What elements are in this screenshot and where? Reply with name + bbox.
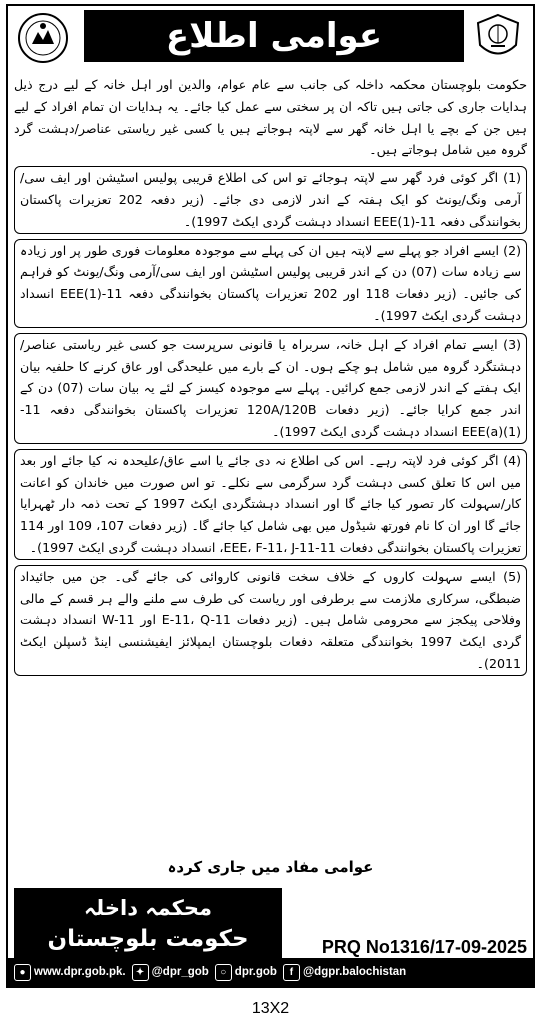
social-facebook-text: @dgpr.balochistan [302,966,407,978]
govt-of-balochistan-emblem-icon [471,12,525,64]
notice-title: عوامی اطلاع [84,10,464,62]
social-instagram[interactable] [215,964,277,981]
social-instagram-text: dpr.gob [234,966,277,978]
point-5: (5) ایسے سہولت کاروں کے خلاف سخت قانونی کاروائی کی جائے گی۔ جن میں جائیداد ضبطگی، سرکاری ملازمت سے برطرفی اور ریاست کی طرف سے ملنے والے ہر قسم کے مالی وفلاحی پیکجز سے محرومی شامل ہیں۔ (زیر دفعات E-11، Q-11 اور W-11 انسداد دہشت گردی ایکٹ 1997 بخوانندگی متعلقہ دفعات بلوچستان ایمپلائز ایفیشنسی اینڈ ڈسپلن ایکٹ 2011)۔ [14,565,527,676]
point-3: (3) ایسے تمام افراد کے اہل خانہ، سربراہ یا قانونی سرپرست جو کسی غیر ریاستی عناصر/دہشتگرد گروہ میں شامل ہو چکے ہوں۔ ان کے بارے میں علیحدگی اور عاق کرنے کا حلفیہ بیان ایک ہفتے کے اندر لازمی جمع کرائیں۔ پہلے سے موجودہ کیسز کے لئے یہ بیان سات (07) دن کے اندر جمع کرایا جائے۔ (زیر دفعات 120A/120B تعزیرات پاکستان بخوانندگی دفعہ 11-(1)EEE(a) انسداد دہشت گردی ایکٹ 1997)۔ [14,333,527,444]
home-department-emblem-icon [16,12,70,64]
social-bar [8,958,533,986]
notice-body [14,74,527,676]
issued-in-public-interest: عوامی مفاد میں جاری کردہ [167,858,374,876]
social-web[interactable] [14,964,126,981]
instagram-icon: ○ [215,964,232,981]
department-name: محکمہ داخلہ [83,896,213,920]
point-4: (4) اگر کوئی فرد لاپتہ رہے۔ اس کی اطلاع نہ دی جائے یا اسے عاق/علیحدہ نہ کیا جائے اور بعد میں اس کا تعلق کسی دہشت گرد سرگرمی سے نکلے۔ تو اس صورت میں خاندان کو اعانت کار/سہولت کار تصور کیا جائے گا اور انسداد دہشتگردی ایکٹ 1997 کے تحت ذمہ دار ٹھہرایا جائے گا اور ان کا نام فورتھ شیڈول میں بھی شامل کیا جائے گا۔ (زیر دفعات 107، 109 اور 114 تعزیرات پاکستان بخوانندگی دفعات 11-EEE، F-11، J-11، انسداد دہشت گردی ایکٹ 1997)۔ [14,449,527,560]
social-twitter-text: @dpr_gob [151,966,209,978]
notice-header [8,6,533,72]
social-web-text: www.dpr.gob.pk. [34,966,126,978]
point-1: (1) اگر کوئی فرد گھر سے لاپتہ ہوجائے تو اس کی اطلاع قریبی پولیس اسٹیشن اور ایف سی/آرمی ونگ/یونٹ کو ایک ہفتہ کے اندر لازمی دی جائے۔ (زیر دفعہ 202 تعزیرات پاکستان بخوانندگی دفعہ 11-(1)EEE انسداد دہشت گردی ایکٹ 1997)۔ [14,166,527,233]
intro-paragraph: حکومت بلوچستان محکمہ داخلہ کی جانب سے عام عوام، والدین اور اہل خانہ کے لیے درج ذیل ہدایات جاری کی جاتی ہیں تاکہ ان پر سختی سے عمل کیا جائے۔ یہ ہدایات ان تمام افراد کے لیے ہیں جن کے بچے یا اہل خانہ گھر سے لاپتہ ہوجاتے ہیں یا کسی غیر ریاستی عناصر/دہشت گرد گروہ میں شامل ہوجاتے ہیں۔ [14,77,527,158]
twitter-icon: ✦ [132,964,149,981]
social-facebook[interactable] [283,964,406,981]
public-notice [6,4,535,988]
ad-size-code: 13X2 [251,1000,290,1017]
web-icon: ● [14,964,31,981]
point-2: (2) ایسے افراد جو پہلے سے لاپتہ ہیں ان کی پہلے سے موجودہ معلومات فوری طور پر اور زیادہ سے زیادہ سات (07) دن کے اندر قریبی پولیس اسٹیشن اور ایف سی/آرمی ونگ/یونٹ کو فراہم کی جائیں۔ (زیر دفعات 118 اور 202 تعزیرات پاکستان بخوانندگی دفعہ 11-(1)EEE انسداد دہشت گردی ایکٹ 1997)۔ [14,239,527,328]
department-block [14,888,282,960]
facebook-icon: f [283,964,300,981]
prq-number: PRQ No1316/17-09-2025 [321,937,527,957]
social-twitter[interactable] [132,964,209,981]
government-name: حکومت بلوچستان [47,926,249,952]
